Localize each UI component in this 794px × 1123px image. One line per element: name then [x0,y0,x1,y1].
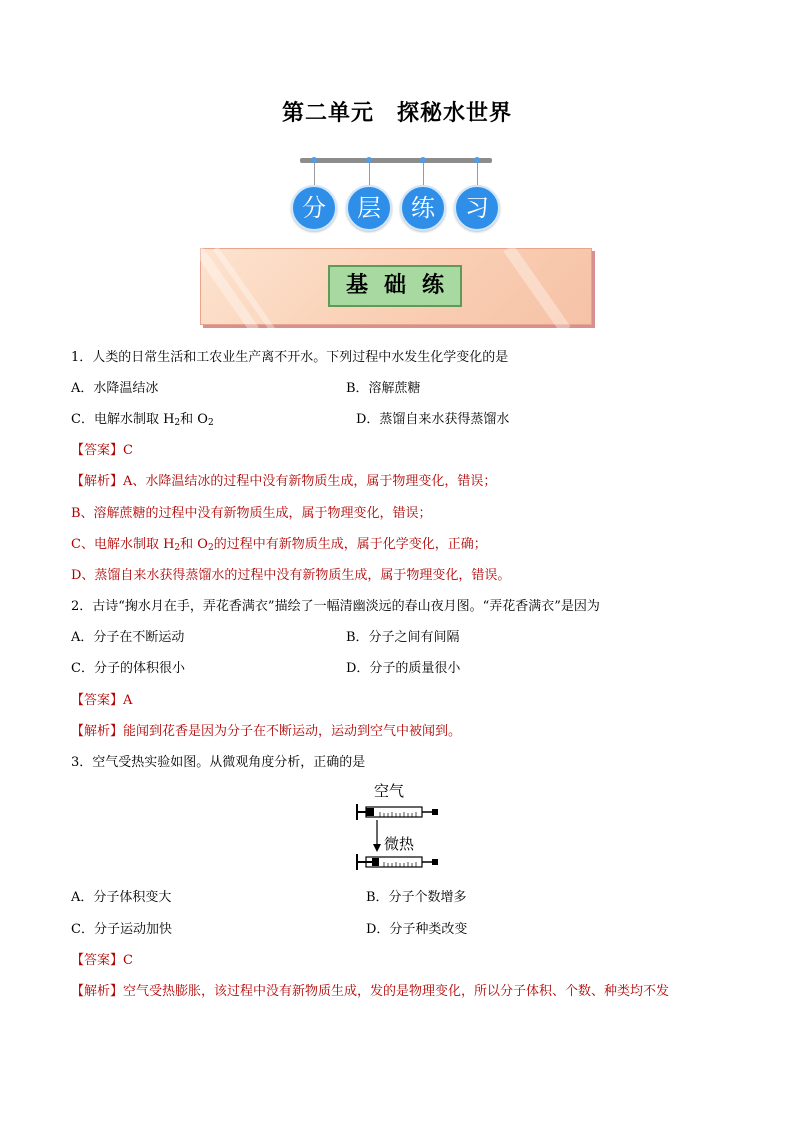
banner-rail [300,158,492,163]
banner-char: 习 [454,185,500,231]
q3-answer: 【答案】C [71,953,133,968]
q3-option-b: B．分子个数增多 [366,890,467,905]
syringe-icon [357,854,438,870]
banner-string [369,160,370,185]
q1-option-d: D．蒸馏自来水获得蒸馏水 [356,412,510,427]
q2-stem: 2．古诗“掬水月在手，弄花香满衣”描绘了一幅清幽淡远的春山夜月图。“弄花香满衣”是因为 [71,599,600,614]
q2-option-a: A．分子在不断运动 [71,630,185,645]
q2-option-c: C．分子的体积很小 [71,661,185,676]
q1-analysis-c: C、电解水制取 $H_2$和 $O_2$的过程中有新物质生成，属于化学变化，正确； [71,537,487,553]
banner-string [423,160,424,185]
banner-pin-icon [474,157,480,163]
q3-option-c: C．分子运动加快 [71,922,172,937]
page-title: 第二单元 探秘水世界 [281,101,512,126]
syringe-drawing [352,780,442,872]
banner-string [314,160,315,185]
figure-label-heat: 微热 [384,835,415,853]
section-header [200,248,592,325]
q1-option-c: C．电解水制取 $H_2$和 $O_2$ [71,412,214,428]
q1-option-a: A．水降温结冰 [71,381,159,396]
down-arrow-icon [373,844,381,852]
q2-option-d: D．分子的质量很小 [346,661,461,676]
banner-char: 分 [291,185,337,231]
syringe-figure [352,780,442,872]
q2-answer: 【答案】A [71,693,133,708]
decor-stripe [503,245,570,334]
q1-analysis-b: B、溶解蔗糖的过程中没有新物质生成，属于物理变化，错误； [71,506,432,521]
q3-analysis: 【解析】空气受热膨胀，该过程中没有新物质生成，发的是物理变化，所以分子体积、个数、种类均不发 [71,984,670,999]
banner-pin-icon [311,157,317,163]
section-label: 基础练 [328,265,462,307]
q1-stem: 1．人类的日常生活和工农业生产离不开水。下列过程中水发生化学变化的是 [71,350,509,365]
banner-pin-icon [420,157,426,163]
figure-label-air: 空气 [374,782,405,800]
syringe-icon [357,804,438,820]
q1-option-b: B．溶解蔗糖 [346,381,421,396]
q1-answer: 【答案】C [71,443,133,458]
banner-char: 练 [400,185,446,231]
banner-string [477,160,478,185]
q3-stem: 3．空气受热实验如图。从微观角度分析，正确的是 [71,755,366,770]
banner-pin-icon [366,157,372,163]
banner-char: 层 [346,185,392,231]
q2-analysis: 【解析】能闻到花香是因为分子在不断运动，运动到空气中被闻到。 [71,724,462,739]
q3-option-a: A．分子体积变大 [71,890,172,905]
q3-option-d: D．分子种类改变 [366,922,468,937]
q1-analysis: 【解析】A、水降温结冰的过程中没有新物质生成，属于物理变化，错误； [71,474,497,489]
q1-analysis-d: D、蒸馏自来水获得蒸馏水的过程中没有新物质生成，属于物理变化，错误。 [71,568,511,583]
q2-option-b: B．分子之间有间隔 [346,630,460,645]
